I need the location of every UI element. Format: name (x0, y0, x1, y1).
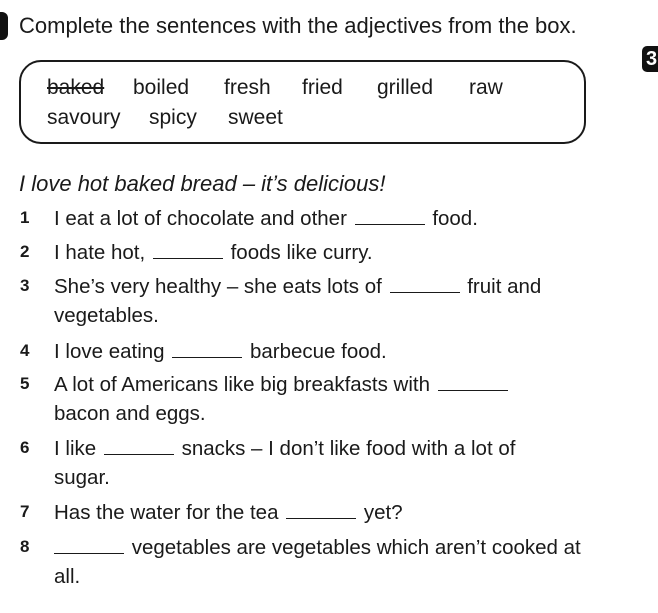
item-sentence (54, 238, 614, 267)
word-box-word-raw: raw (469, 76, 503, 99)
answer-blank[interactable] (54, 538, 124, 554)
exercise-instruction: Complete the sentences with the adjectives from the box. (19, 13, 577, 38)
side-tab-marker (642, 46, 658, 72)
sentence-before-blank: I like (54, 437, 97, 460)
answer-blank[interactable] (172, 342, 242, 358)
item-sentence (54, 370, 554, 428)
item-sentence (54, 272, 574, 330)
sentence-after-blank: yet? (363, 501, 403, 524)
item-number: 3 (20, 276, 30, 295)
item-number: 8 (20, 537, 30, 556)
sentence-before-blank: I hate hot, (54, 241, 146, 264)
word-box-word-fresh: fresh (224, 76, 271, 99)
sentence-before-blank: She’s very healthy – she eats lots of (54, 275, 382, 298)
sentence-before-blank: Has the water for the tea (54, 501, 279, 524)
answer-blank[interactable] (286, 503, 356, 519)
word-box-word-spicy: spicy (149, 106, 197, 129)
sentence-after-blank: fruit and vegetables. (54, 275, 542, 327)
item-number: 7 (20, 502, 30, 521)
item-sentence (54, 533, 594, 591)
item-number: 2 (20, 242, 30, 261)
sentence-before-blank: I eat a lot of chocolate and other (54, 207, 347, 230)
item-sentence (54, 204, 614, 233)
answer-blank[interactable] (104, 439, 174, 455)
word-box-word-sweet: sweet (228, 106, 283, 129)
sentence-after-blank: snacks – I don’t like food with a lot of sugar. (54, 437, 516, 489)
item-sentence (54, 337, 614, 366)
sentence-after-blank: foods like curry. (230, 241, 373, 264)
item-number: 5 (20, 374, 30, 393)
word-box-word-savoury: savoury (47, 106, 121, 129)
answer-blank[interactable] (390, 277, 460, 293)
answer-blank[interactable] (355, 209, 425, 225)
item-number: 1 (20, 208, 30, 227)
word-box-word-baked: baked (47, 76, 105, 99)
word-box-word-fried: fried (302, 76, 343, 99)
side-tab-label: 3 (646, 48, 658, 70)
answer-blank[interactable] (153, 243, 223, 259)
sentence-after-blank: food. (432, 207, 478, 230)
item-sentence (54, 498, 614, 527)
item-number: 4 (20, 341, 30, 360)
sentence-before-blank: A lot of Americans like big breakfasts with (54, 373, 431, 396)
item-sentence (54, 434, 554, 492)
sentence-after-blank: barbecue food. (249, 340, 387, 363)
word-box-word-boiled: boiled (133, 76, 190, 99)
exercise-number-marker (0, 12, 8, 40)
answer-blank[interactable] (438, 375, 508, 391)
sentence-after-blank: vegetables are vegetables which aren’t cooked at all. (54, 536, 581, 588)
item-number: 6 (20, 438, 30, 457)
word-box-word-grilled: grilled (377, 76, 434, 99)
example-sentence: I love hot baked bread – it’s delicious! (19, 171, 386, 196)
sentence-before-blank: I love eating (54, 340, 165, 363)
word-box (19, 60, 586, 144)
sentence-after-blank: bacon and eggs. (54, 402, 206, 425)
